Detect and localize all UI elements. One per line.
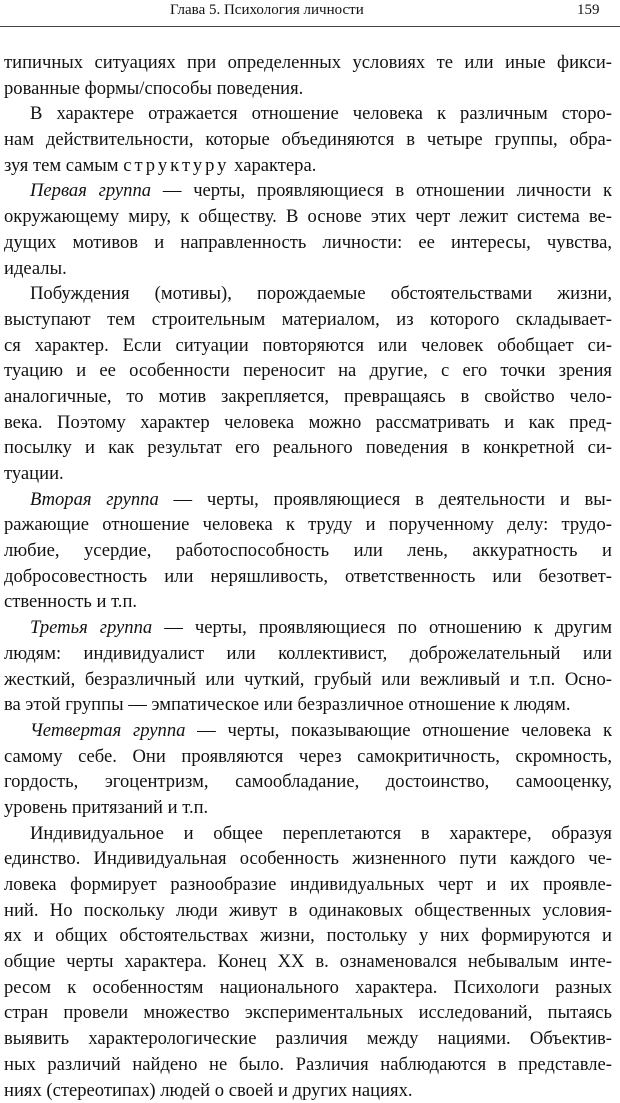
text-run: — черты, проявляющиеся в деятельности и вы-: [159, 489, 612, 510]
text-line: ся характер. Если ситуации повторяются или человек обобщает си-: [4, 333, 612, 359]
paragraph-start: [4, 615, 612, 641]
page-number: 159: [577, 2, 600, 19]
running-header: [0, 2, 620, 24]
text-run: — черты, проявляющиеся по отношению к другим: [152, 617, 612, 638]
text-line: ражающие отношение человека к труду и порученному делу: трудо-: [4, 512, 612, 538]
text-line: идеалы.: [4, 256, 612, 282]
text-line: типичных ситуациях при определенных условиях те или иные фикси-: [4, 50, 612, 76]
body-text: [4, 50, 612, 1103]
group-term: Вторая группа: [30, 489, 159, 510]
text-line: [4, 153, 612, 179]
text-line: гордость, эгоцентризм, самообладание, достоинство, самооценку,: [4, 769, 612, 795]
text-line: аналогичные, то мотив закрепляется, превращаясь в свойство чело-: [4, 384, 612, 410]
text-run: характера.: [234, 155, 316, 176]
text-line: выступают тем строительным материалом, из которого складывает-: [4, 307, 612, 333]
text-run: зуя тем самым: [4, 155, 119, 176]
text-line: ниях (стереотипах) людей о своей и других нациях.: [4, 1078, 612, 1103]
text-line: ях и общих обстоятельствах жизни, постольку у них формируются и: [4, 923, 612, 949]
text-line: ных различий найдено не было. Различия наблюдаются в представле-: [4, 1052, 612, 1078]
text-line: уровень притязаний и т.п.: [4, 795, 612, 821]
text-line: дущих мотивов и направленность личности: ее интересы, чувства,: [4, 230, 612, 256]
text-line: общие черты характера. Конец XX в. ознаменовался небывалым инте-: [4, 949, 612, 975]
text-line: ва этой группы — эмпатическое или безразличное отношение к людям.: [4, 692, 612, 718]
text-line: выявить характерологические различия между нациями. Объектив-: [4, 1026, 612, 1052]
text-line: ресом к особенностям национального характера. Психологи разных: [4, 975, 612, 1001]
paragraph-start: [4, 718, 612, 744]
group-term: Первая группа: [30, 180, 151, 201]
text-line: туации.: [4, 461, 612, 487]
header-rule: [0, 26, 620, 27]
text-line: века. Поэтому характер человека можно рассматривать и как пред-: [4, 410, 612, 436]
text-line: любие, усердие, работоспособность или лень, аккуратность и: [4, 538, 612, 564]
chapter-title: Глава 5. Психология личности: [170, 2, 364, 19]
paragraph-start: Индивидуальное и общее переплетаются в характере, образуя: [4, 821, 612, 847]
text-line: туацию и ее особенности переносит на другие, с его точки зрения: [4, 358, 612, 384]
paragraph-start: [4, 487, 612, 513]
text-run: — черты, проявляющиеся в отношении личности к: [151, 180, 612, 201]
paragraph-start: В характере отражается отношение человека к различным сторо-: [4, 101, 612, 127]
text-run: — черты, показывающие отношение человека к: [185, 720, 612, 741]
paragraph-start: Побуждения (мотивы), порождаемые обстоятельствами жизни,: [4, 281, 612, 307]
text-line: единство. Индивидуальная особенность жизненного пути каждого че-: [4, 846, 612, 872]
text-line: жесткий, безразличный или чуткий, грубый или вежливый и т.п. Осно-: [4, 667, 612, 693]
text-line: окружающему миру, к обществу. В основе этих черт лежит система ве-: [4, 204, 612, 230]
text-line: нам действительности, которые объединяются в четыре группы, обра-: [4, 127, 612, 153]
text-line: добросовестность или неряшливость, ответственность или безответ-: [4, 564, 612, 590]
group-term: Третья группа: [30, 617, 152, 638]
text-line: посылку и как результат его реального поведения в конкретной си-: [4, 435, 612, 461]
group-term: Четвертая группа: [30, 720, 185, 741]
text-line: ний. Но поскольку люди живут в одинаковых общественных условия-: [4, 898, 612, 924]
text-line: рованные формы/способы поведения.: [4, 76, 612, 102]
emphasized-term: структуру: [123, 155, 229, 176]
text-line: ственность и т.п.: [4, 589, 612, 615]
text-line: самому себе. Они проявляются через самокритичность, скромность,: [4, 744, 612, 770]
text-line: людям: индивидуалист или коллективист, доброжелательный или: [4, 641, 612, 667]
text-line: стран провели множество экспериментальных исследований, пытаясь: [4, 1000, 612, 1026]
paragraph-start: [4, 178, 612, 204]
text-line: ловека формирует разнообразие индивидуальных черт и их проявле-: [4, 872, 612, 898]
